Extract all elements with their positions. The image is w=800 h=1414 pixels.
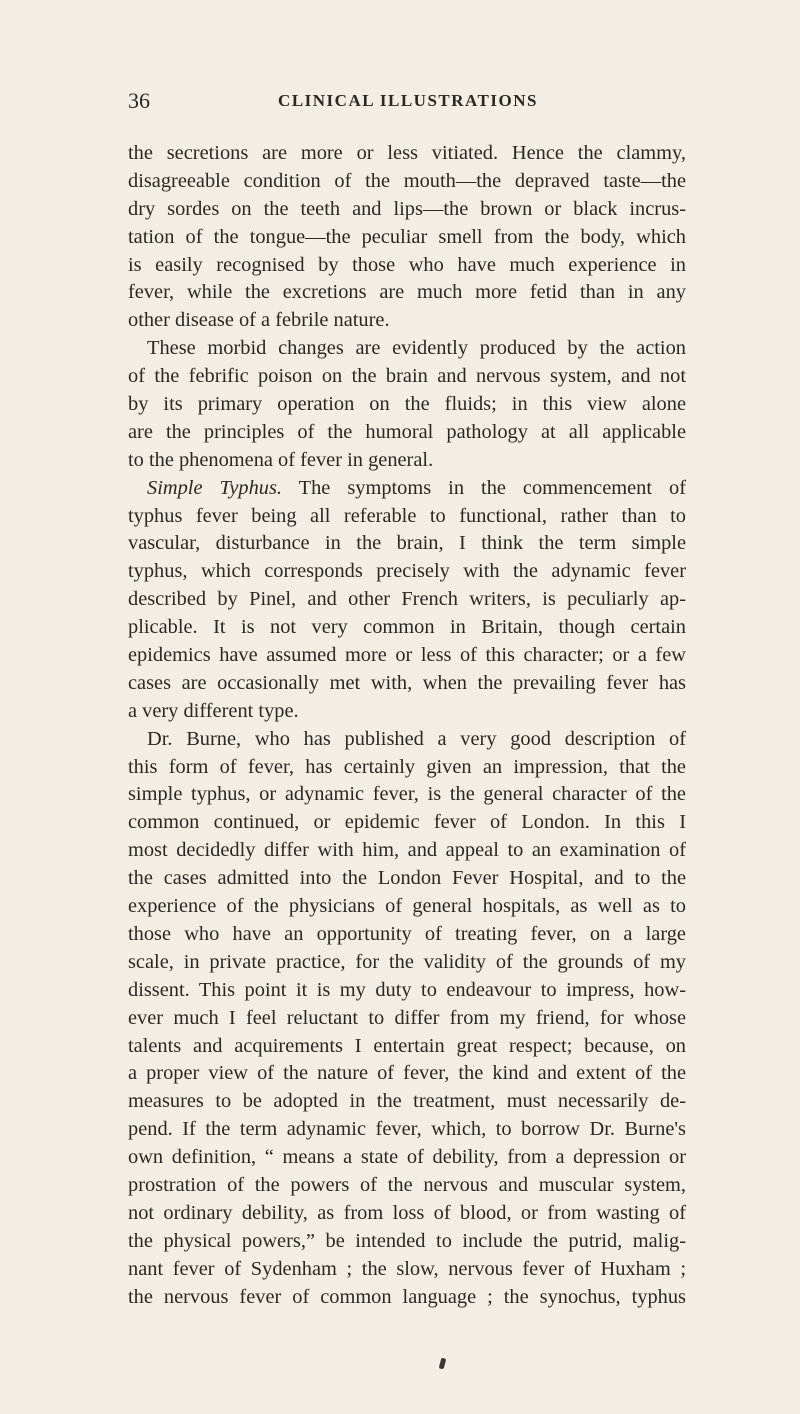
text-line: not ordinary debility, as from loss of blood, or from wasting of (128, 1201, 686, 1224)
text-line: nant fever of Sydenham ; the slow, nervous fever of Huxham ; (128, 1257, 686, 1280)
page-number: 36 (128, 88, 150, 113)
text-line: the physical powers,” be intended to include the putrid, malig- (128, 1229, 686, 1252)
ink-speck-mark (439, 1358, 447, 1370)
text-line: this form of fever, has certainly given an impression, that the (128, 755, 686, 778)
text-line: epidemics have assumed more or less of this character; or a few (128, 644, 686, 667)
text-line: plicable. It is not very common in Britain, though certain (128, 616, 686, 639)
text-line: dissent. This point it is my duty to endeavour to impress, how- (128, 978, 686, 1001)
text-line: disagreeable condition of the mouth—the depraved taste—the (128, 169, 686, 192)
text-line: typhus, which corresponds precisely with the adynamic fever (128, 560, 686, 583)
text-line: talents and acquirements I entertain great respect; because, on (128, 1034, 686, 1057)
text-line: described by Pinel, and other French writers, is peculiarly ap- (128, 588, 686, 611)
text-line: pend. If the term adynamic fever, which, to borrow Dr. Burne's (128, 1118, 686, 1141)
running-head: CLINICAL ILLUSTRATIONS (278, 91, 538, 110)
text-line: ever much I feel reluctant to differ from my friend, for whose (128, 1006, 686, 1029)
text-line: the cases admitted into the London Fever Hospital, and to the (128, 867, 686, 890)
text-line: typhus fever being all referable to functional, rather than to (128, 504, 686, 527)
text-line: dry sordes on the teeth and lips—the brown or black incrus- (128, 197, 686, 220)
body-text (128, 140, 686, 1311)
page-header (128, 86, 688, 116)
text-line: the nervous fever of common language ; the synochus, typhus (128, 1285, 686, 1308)
text-line: vascular, disturbance in the brain, I think the term simple (128, 532, 686, 555)
text-line: prostration of the powers of the nervous and muscular system, (128, 1173, 686, 1196)
text-line: of the febrific poison on the brain and nervous system, and not (128, 365, 686, 388)
text-line: tation of the tongue—the peculiar smell from the body, which (128, 225, 686, 248)
text-line-continuation: The symptoms in the commencement of (282, 476, 686, 499)
text-line: common continued, or epidemic fever of London. In this I (128, 811, 686, 834)
text-line: a proper view of the nature of fever, the kind and extent of the (128, 1062, 686, 1085)
text-line: those who have an opportunity of treating fever, on a large (128, 922, 686, 945)
text-line: is easily recognised by those who have much experience in (128, 253, 686, 276)
text-line: most decidedly differ with him, and appeal to an examination of (128, 839, 686, 862)
text-line: Dr. Burne, who has published a very good description of (147, 727, 686, 750)
text-line: cases are occasionally met with, when the prevailing fever has (128, 671, 686, 694)
text-line: simple typhus, or adynamic fever, is the general character of the (128, 783, 686, 806)
text-line: experience of the physicians of general hospitals, as well as to (128, 895, 686, 918)
text-line: fever, while the excretions are much more fetid than in any (128, 281, 686, 304)
text-line: own definition, “ means a state of debility, from a depression or (128, 1146, 686, 1169)
text-line: scale, in private practice, for the validity of the grounds of my (128, 950, 686, 973)
text-line: the secretions are more or less vitiated. Hence the clammy, (128, 142, 686, 164)
text-line: These morbid changes are evidently produced by the action (147, 337, 686, 360)
text-line: a very different type. (128, 699, 299, 722)
text-line: measures to be adopted in the treatment, must necessarily de- (128, 1090, 686, 1113)
text-line: by its primary operation on the fluids; in this view alone (128, 393, 686, 416)
text-line-section-start (128, 475, 686, 503)
text-line: to the phenomena of fever in general. (128, 448, 434, 471)
section-heading-simple-typhus: Simple Typhus. (147, 476, 282, 499)
text-line: are the principles of the humoral pathology at all applicable (128, 420, 686, 443)
text-line: other disease of a febrile nature. (128, 309, 390, 332)
